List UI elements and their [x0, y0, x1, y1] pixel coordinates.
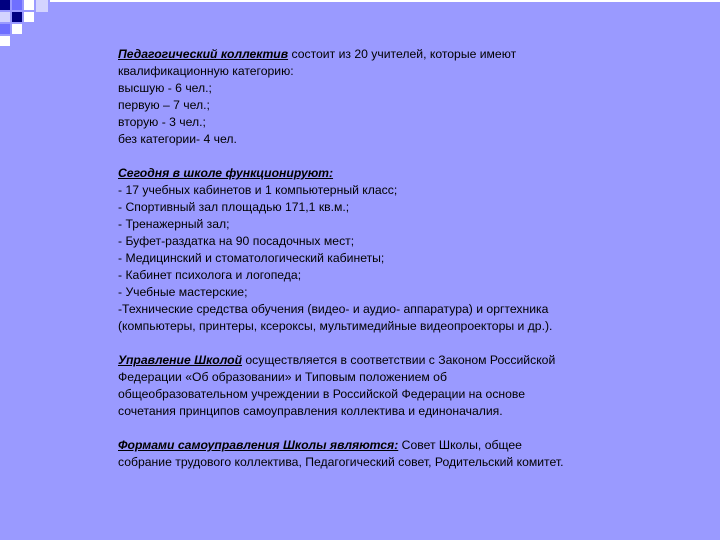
- staff-line: высшую - 6 чел.;: [118, 81, 212, 95]
- management-line: сочетания принципов самоуправления коллектива и единоначалия.: [118, 404, 503, 418]
- management-lead-rest: осуществляется в соответствии с Законом Российской: [242, 353, 556, 367]
- staff-line: квалификационную категорию:: [118, 64, 294, 78]
- decor-square-white-4: [0, 36, 10, 46]
- decor-square-light-1: [36, 0, 48, 12]
- management-lead: Управление Школой: [118, 353, 243, 367]
- facility-item: - Медицинский и стоматологический кабинеты;: [118, 251, 385, 265]
- decor-square-white-1: [24, 0, 34, 10]
- slide-content: [118, 46, 678, 488]
- staff-lead-rest: состоит из 20 учителей, которые имеют: [288, 47, 517, 61]
- selfgov-block: [118, 437, 678, 471]
- facility-item: - Учебные мастерские;: [118, 285, 248, 299]
- decor-square-white-2: [24, 12, 34, 22]
- staff-lead: Педагогический коллектив: [118, 47, 289, 61]
- staff-heading-line: [118, 46, 678, 63]
- decor-square-navy-2: [12, 12, 22, 22]
- staff-block: [118, 46, 678, 148]
- facility-item: - Буфет-раздатка на 90 посадочных мест;: [118, 234, 355, 248]
- selfgov-lead-rest: Совет Школы, общее: [398, 438, 522, 452]
- decor-square-blue-2: [0, 24, 10, 34]
- facilities-heading-line: [118, 165, 678, 182]
- facility-item: - 17 учебных кабинетов и 1 компьютерный класс;: [118, 183, 398, 197]
- decor-square-blue-1: [12, 0, 22, 10]
- facilities-block: [118, 165, 678, 335]
- management-heading-line: [118, 352, 678, 369]
- staff-line: вторую - 3 чел.;: [118, 115, 206, 129]
- selfgov-heading-line: [118, 437, 678, 454]
- decor-square-white-3: [12, 24, 22, 34]
- management-line: общеобразовательном учреждении в Российской Федерации на основе: [118, 387, 526, 401]
- management-line: Федерации «Об образовании» и Типовым положением об: [118, 370, 447, 384]
- staff-line: первую – 7 чел.;: [118, 98, 210, 112]
- selfgov-line: собрание трудового коллектива, Педагогический совет, Родительский комитет.: [118, 455, 564, 469]
- decor-square-light-2: [0, 12, 10, 22]
- decor-square-navy-1: [0, 0, 10, 10]
- top-divider-line: [50, 0, 720, 2]
- facility-item: - Тренажерный зал;: [118, 217, 230, 231]
- facilities-lead: Сегодня в школе функционируют:: [118, 166, 334, 180]
- selfgov-lead: Формами самоуправления Школы являются:: [118, 438, 399, 452]
- facility-item: (компьютеры, принтеры, ксероксы, мультимедийные видеопроекторы и др.).: [118, 319, 553, 333]
- staff-line: без категории- 4 чел.: [118, 132, 237, 146]
- facility-item: - Кабинет психолога и логопеда;: [118, 268, 302, 282]
- management-block: [118, 352, 678, 420]
- facility-item: - Спортивный зал площадью 171,1 кв.м.;: [118, 200, 350, 214]
- facility-item: -Технические средства обучения (видео- и аудио- аппаратура) и оргтехника: [118, 302, 549, 316]
